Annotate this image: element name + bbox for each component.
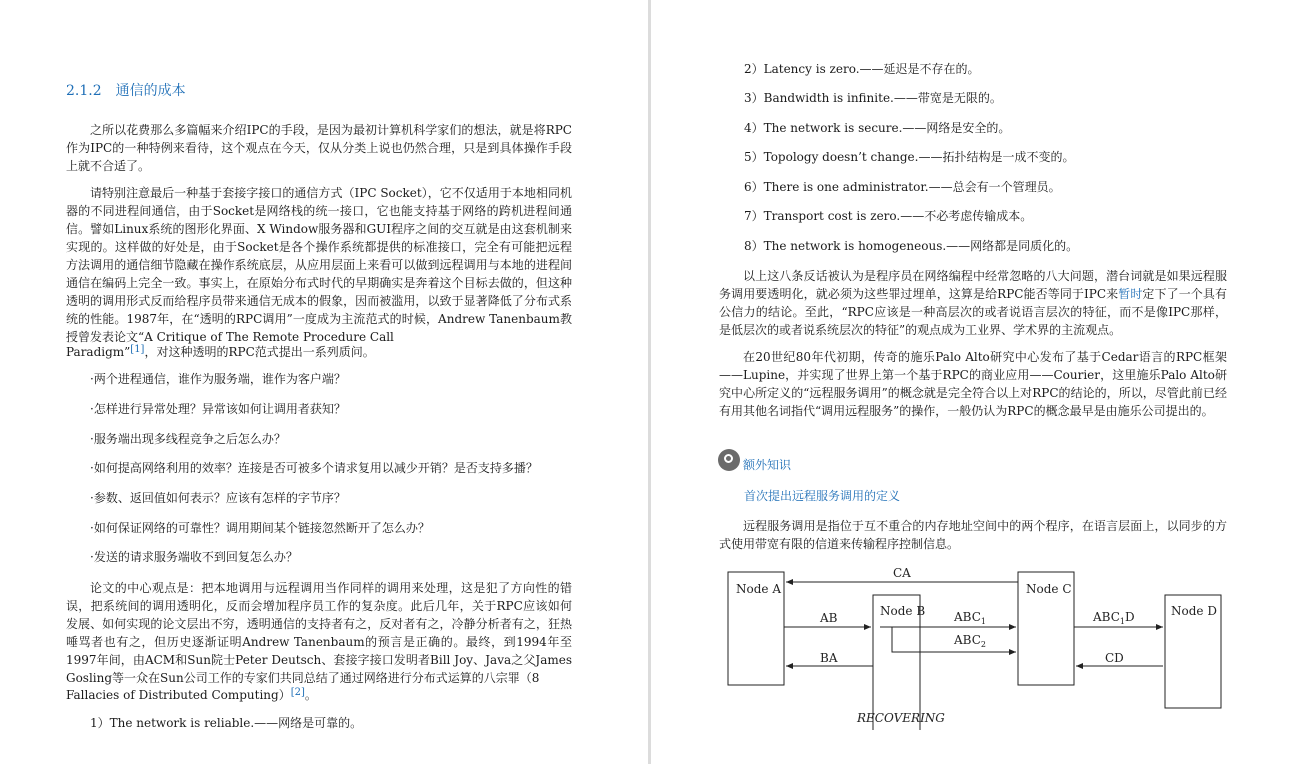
definition-title: 首次提出远程服务调用的定义 [744, 489, 901, 503]
question-item: ·两个进程通信，谁作为服务端，谁作为客户端？ [90, 372, 346, 386]
paragraph-ipc-socket: 请特别注意最后一种基于套接字接口的通信方式（IPC Socket），它不仅适用于本地相同机器的不同进程间通信，由于Socket是网络栈的统一接口，它也能支持基于网络的跨机进程间通信。譬如Linux系统的图形化界面、X Window服务器和GUI程序之间的交互就是由这套机制来实现的。这样做的好处是，由于Socket是各个操作系统都提供的标准接口，完全有可能把远程方法调用的通信细节隐藏在操作系统底层，从应用层面上来看可以做到远程调用与本地的进程间通信在编码上完全一致。事实上，在原始分布式时代的早期确实是奔着这个目标去做的，但这种透明的调用形式反而给程序员带来通信无成本的假象，因而被滥用，以致于显著降低了分布式系统的性能。1987年，在“透明的RPC调用”一度成为主流范式的时候，Andrew Tanenbaum教授曾发表论文“A Critique of The Remote Procedure Call [66, 186, 572, 344]
paragraph-text: 以上这八条反话被认为是程序员在网络编程中经常忽略的八大问题，潜台词就是如果远程服务调用要透明化，就必须为这些罪过埋单，这算是给RPC能否等同于IPC来 [719, 269, 1227, 301]
question-item: ·怎样进行异常处理？异常该如何让调用者获知？ [90, 402, 346, 416]
section-number: 2.1.2 [66, 83, 102, 99]
label-recovering: RECOVERING [857, 711, 945, 725]
fallacy-item: 2）Latency is zero.——延迟是不存在的。 [744, 62, 980, 76]
extra-knowledge-label: 额外知识 [743, 457, 792, 472]
tip-icon [718, 449, 740, 471]
paragraph-paper-thesis: 论文的中心观点是：把本地调用与远程调用当作同样的调用来处理，这是犯了方向性的错误，把系统间的调用透明化，反而会增加程序员工作的复杂度。此后几年，关于RPC应该如何发展、如何实现的论文层出不穷，透明通信的支持者有之，反对者有之，冷静分析者有之，狂热唾骂者也有之，但历史逐渐证明Andrew Tanenbaum的预言是正确的。最终，到1994年至1997年间，由ACM和Sun院士Peter Deutsch、套接字接口发明者Bill Joy、Java之父James Gosling等一众在Sun公司工作的专家们共同总结了通过网络进行分布式运算的八宗罪（8 [66, 581, 572, 685]
paragraph-fallacies-conclusion [719, 267, 1227, 339]
label-abcd: $ABC_1D$ [1093, 610, 1135, 626]
label-ab: AB [820, 611, 838, 625]
node-a-label: Node A [736, 582, 781, 596]
paragraph-end-text: 。 [304, 688, 317, 702]
footnote-ref-2[interactable]: [2] [290, 687, 305, 698]
extra-knowledge-header [718, 447, 791, 473]
label-abc1: $ABC_1$ [954, 610, 986, 626]
fallacy-item: 4）The network is secure.——网络是安全的。 [744, 121, 1011, 135]
question-item: ·如何保证网络的可靠性？调用期间某个链接忽然断开了怎么办？ [90, 521, 430, 535]
node-d-label: Node D [1171, 604, 1217, 618]
node-b-label: Node B [880, 604, 926, 618]
paragraph-paper-thesis-end [66, 684, 317, 704]
paragraph-ipc-socket-end [66, 341, 375, 361]
label-cd: CD [1105, 651, 1124, 665]
highlight-link[interactable]: 暂时 [1118, 287, 1143, 301]
fallacy-item: 3）Bandwidth is infinite.——带宽是无限的。 [744, 91, 1002, 105]
fallacy-item: 7）Transport cost is zero.——不必考虑传输成本。 [744, 209, 1033, 223]
paragraph-text: 定下了一个具有公信力的结论。至此，“RPC应该是一种高层次的或者说语言层次的特征，而不是像IPC那样，是低层次的或者说系统层次的特征”的观点成为工业界、学术界的主流观点。 [719, 287, 1227, 337]
paragraph-xerox-history: 在20世纪80年代初期，传奇的施乐Palo Alto研究中心发布了基于Cedar语言的RPC框架——Lupine，并实现了世界上第一个基于RPC的商业应用——Courier，这里施乐Palo Alto研究中心所定义的“远程服务调用”的概念就是完全符合以上对RPC的结论的，所以，尽管此前已经有用其他名词指代“调用远程服务”的操作，一般仍认为RPC的概念最早是由施乐公司提出的。 [719, 350, 1227, 418]
question-item: ·如何提高网络利用的效率？连接是否可被多个请求复用以减少开销？是否支持多播？ [90, 461, 538, 475]
paper-title-tail: Paradigm” [66, 345, 131, 359]
question-item: ·服务端出现多线程竞争之后怎么办？ [90, 432, 286, 446]
footnote-ref-1[interactable]: [1] [130, 344, 145, 355]
paragraph-ipc-intro: 之所以花费那么多篇幅来介绍IPC的手段，是因为最初计算机科学家们的想法，就是将RPC作为IPC的一种特例来看待，这个观点在今天，仅从分类上说也仍然合理，只是到具体操作手段上就不合适了。 [66, 123, 572, 173]
fallacies-title: Fallacies of Distributed Computing） [66, 688, 291, 702]
question-item: ·参数、返回值如何表示？应该有怎样的字节序？ [90, 491, 346, 505]
section-title: 通信的成本 [115, 83, 186, 99]
fallacy-item: 5）Topology doesn’t change.——拓扑结构是一成不变的。 [744, 150, 1075, 164]
fallacy-item: 6）There is one administrator.——总会有一个管理员。 [744, 180, 1061, 194]
label-ba: BA [820, 651, 838, 665]
node-c-label: Node C [1026, 582, 1072, 596]
paragraph-end-text: ，对这种透明的RPC范式提出一系列质问。 [144, 345, 375, 359]
fallacy-item: 1）The network is reliable.——网络是可靠的。 [90, 716, 363, 730]
label-ca: CA [893, 566, 911, 580]
question-item: ·发送的请求服务端收不到回复怎么办？ [90, 550, 298, 564]
rpc-diagram [720, 560, 1230, 730]
label-abc2: $ABC_2$ [954, 633, 986, 649]
section-heading [66, 80, 186, 100]
fallacy-item: 8）The network is homogeneous.——网络都是同质化的。 [744, 239, 1079, 253]
definition-text: 远程服务调用是指位于互不重合的内存地址空间中的两个程序，在语言层面上，以同步的方式使用带宽有限的信道来传输程序控制信息。 [719, 519, 1227, 551]
